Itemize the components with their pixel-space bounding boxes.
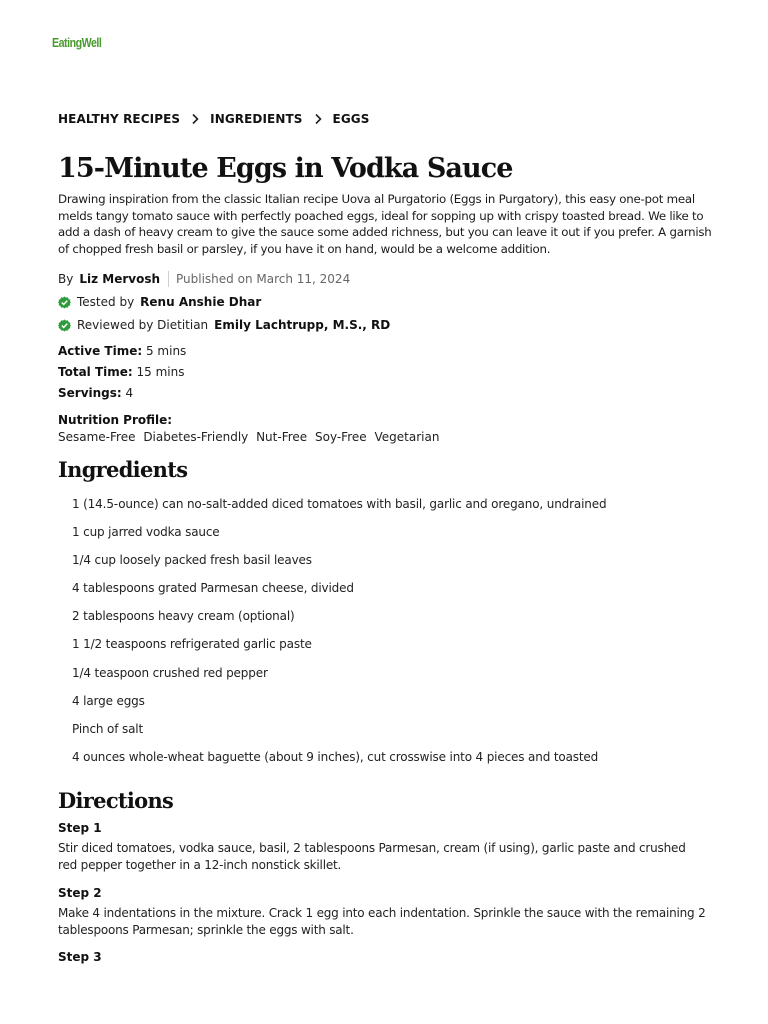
- nutrition-tag[interactable]: Vegetarian: [374, 430, 440, 444]
- ingredient-item: Pinch of salt: [72, 721, 144, 736]
- ingredient-item: 4 large eggs: [72, 693, 145, 708]
- reviewed-by-row: [58, 318, 390, 332]
- verified-check-icon: [58, 319, 71, 332]
- step-3-label: Step 3: [58, 950, 102, 964]
- byline-by-label: By: [58, 272, 74, 286]
- nutrition-tag[interactable]: Soy-Free: [315, 430, 367, 444]
- page-title: 15-Minute Eggs in Vodka Sauce: [58, 153, 513, 184]
- site-logo[interactable]: EatingWell: [52, 35, 102, 50]
- ingredient-item: 1 (14.5-ounce) can no-salt-added diced tomatoes with basil, garlic and oregano, undrained: [72, 497, 607, 511]
- recipe-intro: Drawing inspiration from the classic Italian recipe Uova al Purgatorio (Eggs in Purgatory), this easy one-pot meal melds tangy tomato sauce with perfectly poached eggs, ideal for sopping up with crispy toasted bread. We like to add a dash of heavy cream to give the sauce some added richness, but you can leave it out if you prefer. A garnish of chopped fresh basil or parsley, if you have it on hand, would be a welcome addition.: [58, 192, 712, 256]
- step-2-label: Step 2: [58, 886, 102, 900]
- nutrition-profile-tags: [58, 430, 443, 444]
- published-date: Published on March 11, 2024: [176, 272, 351, 286]
- byline: [58, 271, 350, 287]
- reviewer-link[interactable]: Emily Lachtrupp, M.S., RD: [214, 318, 391, 332]
- ingredients-list: [72, 496, 606, 777]
- ingredient-item: 2 tablespoons heavy cream (optional): [72, 609, 295, 624]
- tested-by-label: Tested by: [77, 295, 135, 309]
- active-time-label: Active Time:: [58, 344, 143, 358]
- nutrition-tag[interactable]: Nut-Free: [256, 430, 308, 444]
- total-time-value: 15 mins: [136, 365, 185, 379]
- breadcrumb-item-ingredients[interactable]: INGREDIENTS: [210, 112, 303, 126]
- tester-link[interactable]: Renu Anshie Dhar: [140, 295, 262, 309]
- step-1-label: Step 1: [58, 821, 102, 835]
- nutrition-tag[interactable]: Diabetes-Friendly: [143, 430, 249, 444]
- step-1-text: Stir diced tomatoes, vodka sauce, basil, 2 tablespoons Parmesan, cream (if using), garlic paste and crushed red pepper together in a 12-inch nonstick skillet.: [58, 841, 686, 872]
- ingredient-item: 1 1/2 teaspoons refrigerated garlic paste: [72, 637, 312, 652]
- chevron-right-icon: [312, 113, 324, 125]
- nutrition-profile-label: Nutrition Profile:: [58, 413, 173, 427]
- ingredient-item: 1/4 cup loosely packed fresh basil leaves: [72, 553, 312, 568]
- step-2-text: Make 4 indentations in the mixture. Crack 1 egg into each indentation. Sprinkle the sauce with the remaining 2 tablespoons Parmesan; sprinkle the eggs with salt.: [58, 906, 706, 937]
- breadcrumb-item-healthy-recipes[interactable]: HEALTHY RECIPES: [58, 112, 181, 126]
- ingredient-item: 1 cup jarred vodka sauce: [72, 525, 220, 540]
- nutrition-tag[interactable]: Sesame-Free: [58, 430, 136, 444]
- total-time: [58, 365, 185, 379]
- total-time-label: Total Time:: [58, 365, 133, 379]
- ingredient-item: 1/4 teaspoon crushed red pepper: [72, 665, 268, 680]
- breadcrumb: [58, 112, 369, 126]
- reviewed-by-label: Reviewed by Dietitian: [77, 318, 209, 332]
- active-time-value: 5 mins: [145, 344, 187, 358]
- ingredient-item: 4 ounces whole-wheat baguette (about 9 inches), cut crosswise into 4 pieces and toasted: [72, 749, 599, 764]
- ingredients-heading: Ingredients: [58, 457, 188, 482]
- servings-value: 4: [125, 386, 134, 400]
- directions-heading: Directions: [58, 788, 174, 813]
- servings-label: Servings:: [58, 386, 122, 400]
- verified-check-icon: [58, 296, 71, 309]
- breadcrumb-item-eggs[interactable]: EGGS: [332, 112, 370, 126]
- ingredient-item: 4 tablespoons grated Parmesan cheese, divided: [72, 581, 354, 596]
- chevron-right-icon: [189, 113, 201, 125]
- author-link[interactable]: Liz Mervosh: [79, 272, 161, 286]
- tested-by-row: [58, 295, 261, 309]
- servings: [58, 386, 133, 400]
- active-time: [58, 344, 186, 358]
- byline-divider: [168, 271, 169, 287]
